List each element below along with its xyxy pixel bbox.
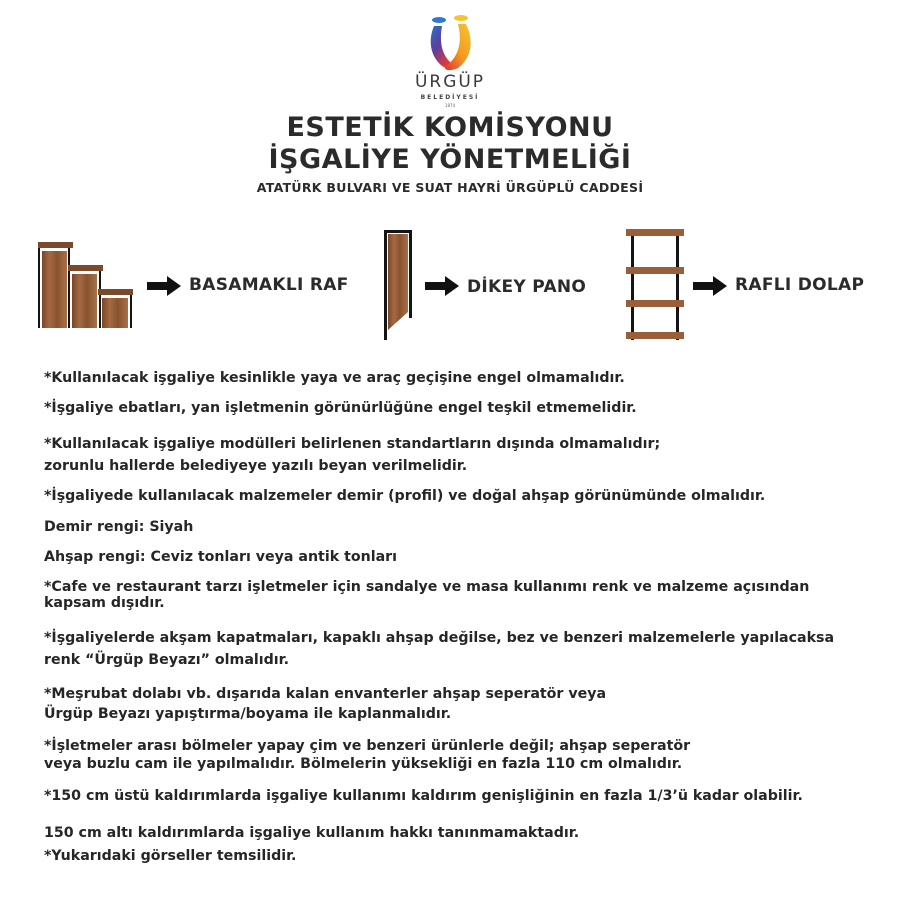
page-title-line2: İŞGALİYE YÖNETMELİĞİ: [268, 144, 632, 175]
arrow-right-icon: [147, 276, 181, 296]
urgup-logo-icon: [420, 12, 480, 74]
rule-line: *Kullanılacak işgaliye kesinlikle yaya ve araç geçişine engel olmamalıdır.: [44, 370, 625, 386]
arrow-right-icon: [693, 276, 727, 296]
logo-wordmark: ÜRGÜP: [414, 72, 486, 92]
rule-line: *İşletmeler arası bölmeler yapay çim ve benzeri ürünlerle değil; ahşap seperatör: [44, 738, 691, 754]
urgup-municipality-logo: [414, 12, 486, 112]
stepped-shelf-icon: [38, 242, 138, 328]
item-label-stepped-shelf: BASAMAKLI RAF: [189, 275, 349, 295]
rule-line: Ahşap rengi: Ceviz tonları veya antik tonları: [44, 549, 398, 565]
rule-line: renk “Ürgüp Beyazı” olmalıdır.: [44, 652, 290, 668]
logo-subtitle: BELEDİYESİ: [420, 94, 480, 101]
rule-line: *150 cm üstü kaldırımlarda işgaliye kullanımı kaldırım genişliğinin en fazla 1/3’ü kadar olabilir.: [44, 788, 803, 804]
rule-line: *Meşrubat dolabı vb. dışarıda kalan envanterler ahşap seperatör veya: [44, 686, 607, 702]
rule-line: *Cafe ve restaurant tarzı işletmeler için sandalye ve masa kullanımı renk ve malzeme açısından: [44, 579, 810, 595]
rule-line: kapsam dışıdır.: [44, 595, 165, 611]
rule-line: *Kullanılacak işgaliye modülleri belirlenen standartların dışında olmamalıdır;: [44, 436, 661, 452]
shelving-unit-icon: [626, 228, 686, 342]
rule-line: *İşgaliyelerde akşam kapatmaları, kapaklı ahşap değilse, bez ve benzeri malzemelerle yapılacaksa: [44, 630, 835, 646]
rule-line: Ürgüp Beyazı yapıştırma/boyama ile kaplanmalıdır.: [44, 706, 452, 722]
page-title: ESTETİK KOMİSYONU: [286, 112, 614, 143]
rule-line: *Yukarıdaki görseller temsilidir.: [44, 848, 297, 864]
rule-line: *İşgaliyede kullanılacak malzemeler demir (profil) ve doğal ahşap görünümünde olmalıdır.: [44, 488, 766, 504]
logo-year: 1874: [444, 103, 456, 108]
rule-line: 150 cm altı kaldırımlarda işgaliye kullanım hakkı tanınmamaktadır.: [44, 825, 580, 841]
item-label-shelving-unit: RAFLI DOLAP: [735, 275, 865, 295]
arrow-right-icon: [425, 276, 459, 296]
rule-line: zorunlu hallerde belediyeye yazılı beyan verilmelidir.: [44, 458, 468, 474]
rule-line: veya buzlu cam ile yapılmalıdır. Bölmelerin yüksekliği en fazla 110 cm olmalıdır.: [44, 756, 683, 772]
page-subtitle: ATATÜRK BULVARI VE SUAT HAYRİ ÜRGÜPLÜ CADDESİ: [256, 180, 644, 195]
vertical-panel-icon: [384, 230, 414, 340]
rule-line: Demir rengi: Siyah: [44, 519, 194, 535]
item-label-vertical-panel: DİKEY PANO: [467, 277, 587, 297]
rule-line: *İşgaliye ebatları, yan işletmenin görünürlüğüne engel teşkil etmemelidir.: [44, 400, 637, 416]
